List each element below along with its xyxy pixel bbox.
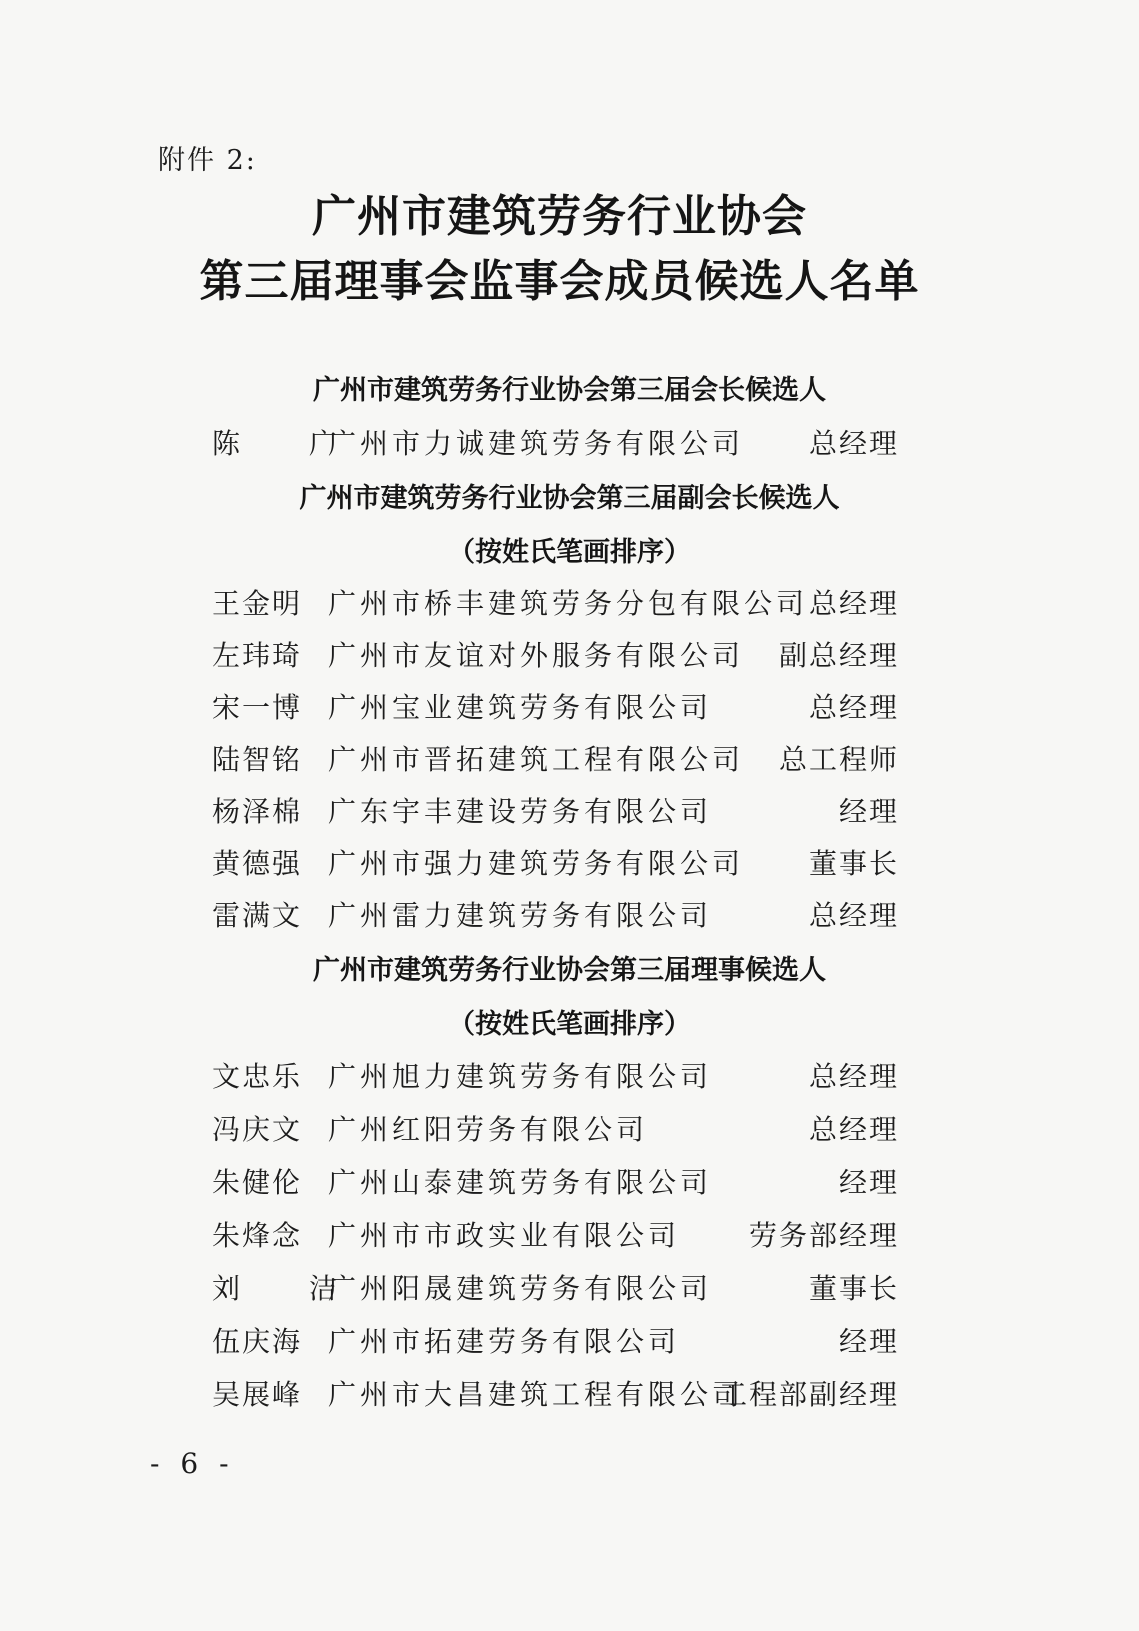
section-sort-note: （按姓氏笔画排序）	[448, 1009, 691, 1040]
member-name: 朱健伦	[212, 1166, 303, 1199]
member-name: 冯庆文	[212, 1113, 303, 1146]
member-title: 总经理	[808, 1113, 899, 1146]
member-name: 刘 洁	[212, 1272, 367, 1305]
list-item	[0, 582, 1139, 622]
member-name: 陈 广	[212, 427, 367, 460]
member-title: 工程部副经理	[718, 1378, 899, 1411]
member-name: 黄德强	[212, 847, 303, 880]
member-company: 广东宇丰建设劳务有限公司	[328, 795, 713, 828]
member-company: 广州市晋拓建筑工程有限公司	[328, 743, 745, 776]
member-title: 总经理	[808, 691, 899, 724]
member-name: 王金明	[212, 587, 303, 620]
list-item	[0, 1214, 1139, 1254]
member-title: 董事长	[808, 847, 899, 880]
member-title: 副总经理	[778, 639, 899, 672]
list-item	[0, 634, 1139, 674]
page-number: - 6 -	[150, 1447, 235, 1480]
section-heading-vice-president: 广州市建筑劳务行业协会第三届副会长候选人	[299, 483, 840, 514]
list-item	[0, 422, 1139, 462]
member-title: 总经理	[808, 427, 899, 460]
list-item	[0, 894, 1139, 934]
list-item	[0, 738, 1139, 778]
list-item	[0, 1161, 1139, 1201]
section-sort-note: （按姓氏笔画排序）	[448, 537, 691, 568]
member-title: 总经理	[808, 1060, 899, 1093]
member-name: 左玮琦	[212, 639, 303, 672]
member-name: 雷满文	[212, 899, 303, 932]
member-company: 广州市力诚建筑劳务有限公司	[328, 427, 745, 460]
member-name: 陆智铭	[212, 743, 303, 776]
member-company: 广州市强力建筑劳务有限公司	[328, 847, 745, 880]
member-name: 杨泽棉	[212, 795, 303, 828]
member-company: 广州市友谊对外服务有限公司	[328, 639, 745, 672]
member-company: 广州市桥丰建筑劳务分包有限公司	[328, 587, 809, 620]
attachment-label: 附件 2:	[158, 145, 257, 176]
member-company: 广州市拓建劳务有限公司	[328, 1325, 681, 1358]
list-item	[0, 1320, 1139, 1360]
list-item	[0, 1267, 1139, 1307]
list-item	[0, 842, 1139, 882]
member-company: 广州旭力建筑劳务有限公司	[328, 1060, 713, 1093]
member-company: 广州山泰建筑劳务有限公司	[328, 1166, 713, 1199]
member-title: 劳务部经理	[748, 1219, 899, 1252]
member-company: 广州雷力建筑劳务有限公司	[328, 899, 713, 932]
document-title-line-2: 第三届理事会监事会成员候选人名单	[199, 256, 920, 307]
member-company: 广州宝业建筑劳务有限公司	[328, 691, 713, 724]
list-item	[0, 1373, 1139, 1413]
document-title-line-1: 广州市建筑劳务行业协会	[312, 191, 807, 242]
member-company: 广州市大昌建筑工程有限公司	[328, 1378, 745, 1411]
member-company: 广州市市政实业有限公司	[328, 1219, 681, 1252]
list-item	[0, 686, 1139, 726]
member-name: 宋一博	[212, 691, 303, 724]
list-item	[0, 1055, 1139, 1095]
member-title: 董事长	[808, 1272, 899, 1305]
member-name: 文忠乐	[212, 1060, 303, 1093]
member-company: 广州阳晟建筑劳务有限公司	[328, 1272, 713, 1305]
member-company: 广州红阳劳务有限公司	[328, 1113, 649, 1146]
member-title: 经理	[838, 1325, 899, 1358]
section-heading-director: 广州市建筑劳务行业协会第三届理事候选人	[313, 955, 826, 986]
list-item	[0, 790, 1139, 830]
list-item	[0, 1108, 1139, 1148]
member-name: 伍庆海	[212, 1325, 303, 1358]
member-name: 朱烽念	[212, 1219, 303, 1252]
section-heading-president: 广州市建筑劳务行业协会第三届会长候选人	[313, 375, 826, 406]
member-title: 经理	[838, 795, 899, 828]
member-name: 吴展峰	[212, 1378, 303, 1411]
member-title: 总经理	[808, 899, 899, 932]
member-title: 经理	[838, 1166, 899, 1199]
member-title: 总经理	[808, 587, 899, 620]
member-title: 总工程师	[778, 743, 899, 776]
